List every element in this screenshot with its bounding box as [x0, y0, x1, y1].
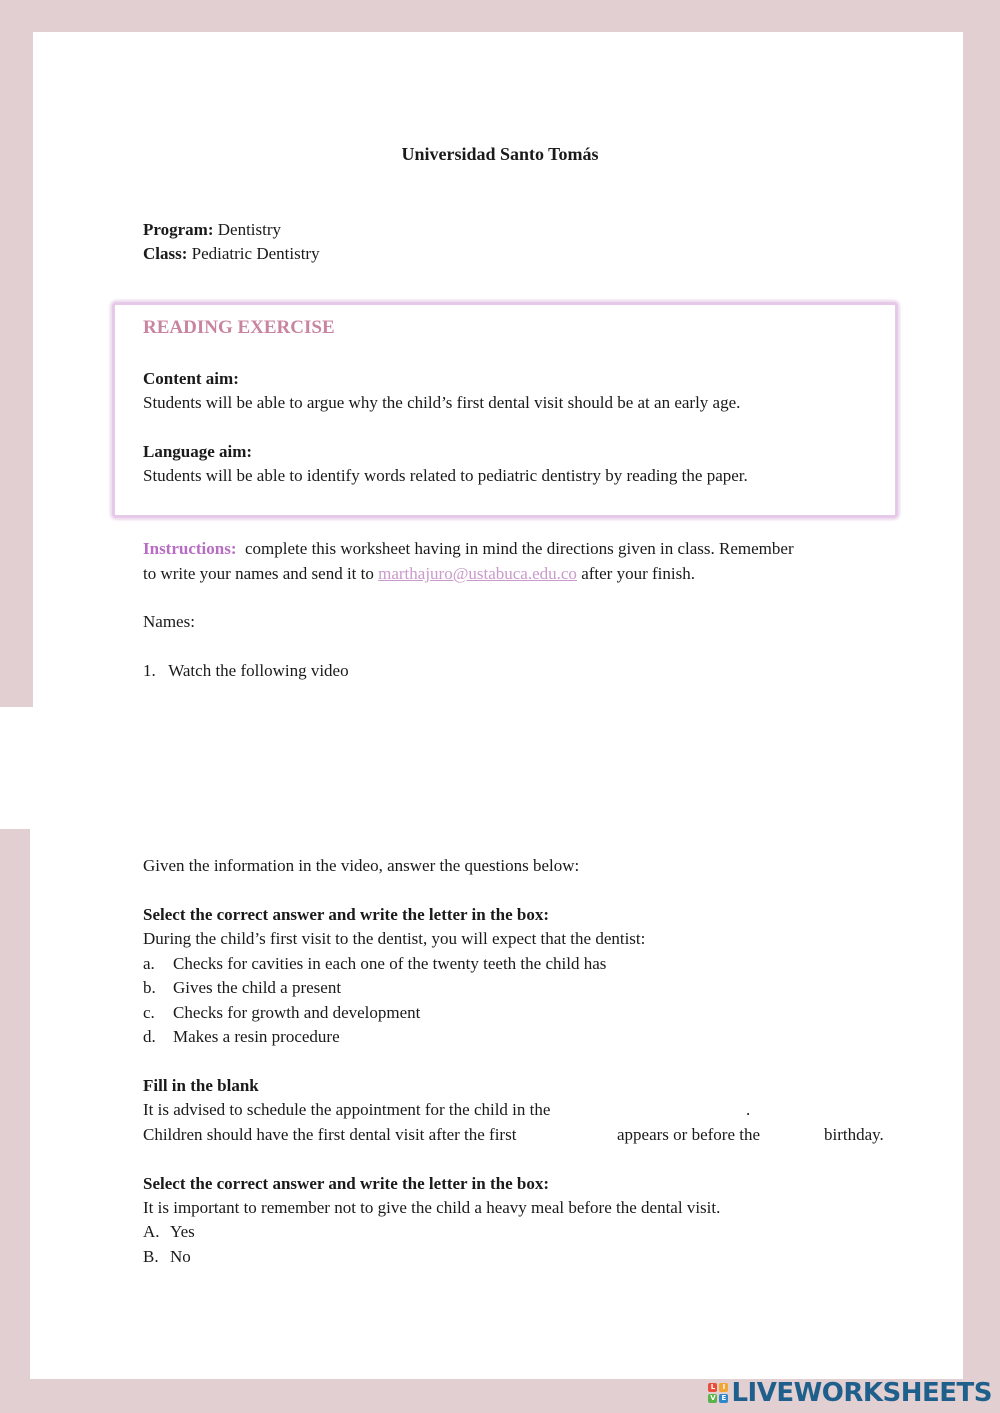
logo-mark-letter: E	[719, 1394, 728, 1403]
logo-mark-letter: L	[708, 1383, 717, 1392]
page-title: Universidad Santo Tomás	[401, 144, 599, 164]
language-aim-label: Language aim:	[143, 442, 253, 461]
instructions-line-2	[143, 564, 695, 584]
q3-option	[143, 1247, 191, 1267]
option-letter: c.	[143, 1003, 155, 1022]
option-letter: B.	[143, 1247, 159, 1266]
option-letter: b.	[143, 978, 156, 997]
option-text: No	[170, 1247, 191, 1266]
option-text: Gives the child a present	[173, 978, 342, 997]
option-letter: d.	[143, 1027, 156, 1046]
instructions-text: complete this worksheet having in mind the directions given in class. Remember	[245, 539, 794, 558]
logo-mark-icon	[708, 1383, 728, 1403]
instructions-label: Instructions:	[143, 539, 237, 558]
q1-heading: Select the correct answer and write the letter in the box:	[143, 905, 549, 924]
blank-input-2[interactable]	[552, 1125, 612, 1145]
q1-option	[143, 1027, 340, 1047]
logo-text: LIVEWORKSHEETS	[731, 1378, 992, 1408]
q1-prompt: During the child’s first visit to the dentist, you will expect that the dentist:	[143, 929, 646, 948]
q1-option	[143, 954, 606, 974]
instructions-text-2: to write your names and send it to	[143, 564, 374, 583]
program-label: Program:	[143, 220, 214, 239]
option-letter: A.	[143, 1222, 160, 1241]
program-line	[143, 220, 281, 240]
program-value: Dentistry	[217, 220, 282, 239]
frame-gap	[0, 707, 30, 829]
q2-line-2a: Children should have the first dental visit after the first	[143, 1125, 517, 1144]
step-1	[143, 661, 349, 681]
q2-heading: Fill in the blank	[143, 1076, 259, 1095]
logo-mark-letter: I	[719, 1383, 728, 1392]
blank-input-3[interactable]	[776, 1125, 820, 1145]
class-label: Class:	[143, 244, 188, 263]
instructions-line-1	[143, 539, 794, 559]
q3-option	[143, 1222, 195, 1242]
video-intro: Given the information in the video, answer the questions below:	[143, 856, 580, 875]
language-aim-text: Students will be able to identify words related to pediatric dentistry by reading the paper.	[143, 466, 748, 485]
option-text: Makes a resin procedure	[173, 1027, 340, 1046]
instructions-text-3: after your finish.	[581, 564, 695, 583]
q2-line-2c: birthday.	[824, 1125, 884, 1144]
step-number: 1.	[143, 661, 156, 680]
blank-input-1[interactable]	[590, 1100, 740, 1120]
names-label: Names:	[143, 612, 195, 631]
liveworksheets-logo[interactable]	[708, 1376, 992, 1410]
content-aim-label: Content aim:	[143, 369, 239, 388]
names-input[interactable]	[450, 612, 870, 632]
logo-mark-letter: V	[710, 1394, 716, 1402]
content-aim-text: Students will be able to argue why the child’s first dental visit should be at an early age.	[143, 393, 741, 412]
q2-line-1-end: .	[746, 1100, 751, 1119]
q3-heading: Select the correct answer and write the letter in the box:	[143, 1174, 549, 1193]
step-text: Watch the following video	[168, 661, 349, 680]
option-text: Checks for growth and development	[173, 1003, 421, 1022]
q2-line-1: It is advised to schedule the appointment for the child in the	[143, 1100, 551, 1119]
email-link[interactable]: marthajuro@ustabuca.edu.co	[378, 564, 577, 583]
class-line	[143, 244, 320, 264]
option-text: Checks for cavities in each one of the twenty teeth the child has	[173, 954, 607, 973]
reading-title: READING EXERCISE	[143, 317, 335, 338]
class-value: Pediatric Dentistry	[191, 244, 320, 263]
q1-option	[143, 978, 341, 998]
option-letter: a.	[143, 954, 155, 973]
option-text: Yes	[170, 1222, 195, 1241]
q2-line-2b: appears or before the	[617, 1125, 761, 1144]
q1-option	[143, 1003, 420, 1023]
q3-prompt: It is important to remember not to give the child a heavy meal before the dental visit.	[143, 1198, 721, 1217]
